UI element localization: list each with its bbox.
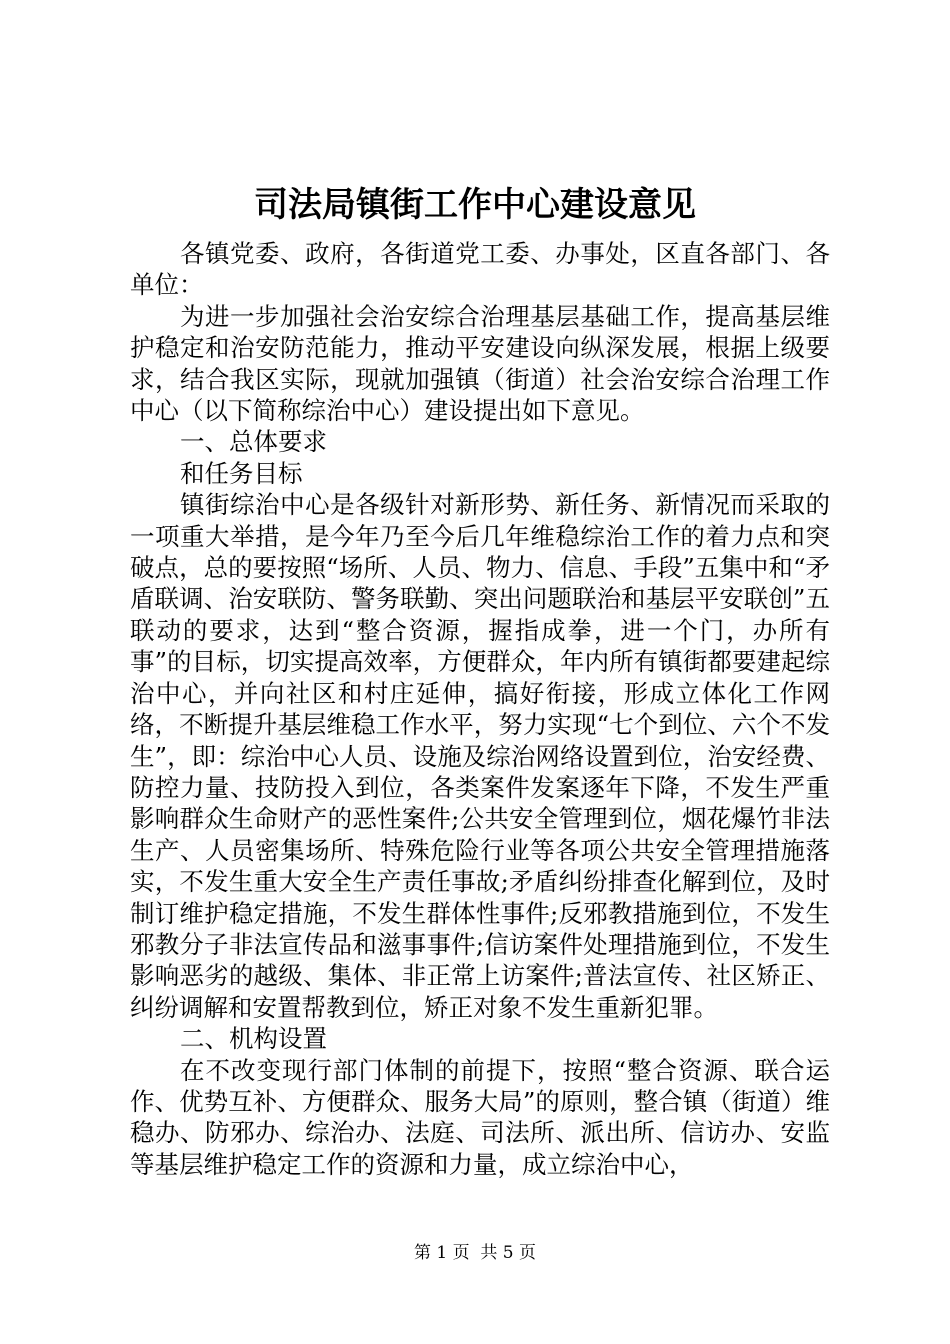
document-body (130, 238, 830, 1180)
page-number-label: 第 1 页 共 5 页 (413, 1243, 537, 1263)
document-title: 司法局镇街工作中心建设意见 (254, 185, 696, 225)
section-1-paragraph: 镇街综治中心是各级针对新形势、新任务、新情况而采取的一项重大举措，是今年乃至今后几年维稳综治工作的着力点和突破点，总的要按照“场所、人员、物力、信息、手段”五集中和“矛盾联调、治安联防、警务联勤、突出问题联治和基层平安联创”五联动的要求，达到“整合资源，握指成拳，进一个门，办所有事”的目标，切实提高效率，方便群众，年内所有镇街都要建起综治中心，并向社区和村庄延伸，搞好衔接，形成立体化工作网络，不断提升基层维稳工作水平，努力实现“七个到位、六个不发生”，即：综治中心人员、设施及综治网络设置到位，治安经费、防控力量、技防投入到位，各类案件发案逐年下降，不发生严重影响群众生命财产的恶性案件;公共安全管理到位，烟花爆竹非法生产、人员密集场所、特殊危险行业等各项公共安全管理措施落实，不发生重大安全生产责任事故;矛盾纠纷排查化解到位，及时制订维护稳定措施，不发生群体性事件;反邪教措施到位，不发生邪教分子非法宣传品和滋事事件;信访案件处理措施到位，不发生影响恶劣的越级、集体、非正常上访案件;普法宣传、社区矫正、纠纷调解和安置帮教到位，矫正对象不发生重新犯罪。 (130, 490, 830, 1022)
section-heading-1-continued: 和任务目标 (180, 458, 303, 488)
page-footer (0, 1241, 950, 1265)
section-2-paragraph: 在不改变现行部门体制的前提下，按照“整合资源、联合运作、优势互补、方便群众、服务大局”的原则，整合镇（街道）维稳办、防邪办、综治办、法庭、司法所、派出所、信访办、安监等基层维护稳定工作的资源和力量，成立综治中心， (130, 1055, 830, 1179)
section-heading-2: 二、机构设置 (180, 1024, 327, 1054)
section-heading-1: 一、总体要求 (180, 427, 327, 457)
salutation-paragraph: 各镇党委、政府，各街道党工委、办事处，区直各部门、各单位： (130, 239, 830, 300)
intro-paragraph: 为进一步加强社会治安综合治理基层基础工作，提高基层维护稳定和治安防范能力，推动平安建设向纵深发展，根据上级要求，结合我区实际，现就加强镇（街道）社会治安综合治理工作中心（以下简称综治中心）建设提出如下意见。 (130, 301, 830, 426)
